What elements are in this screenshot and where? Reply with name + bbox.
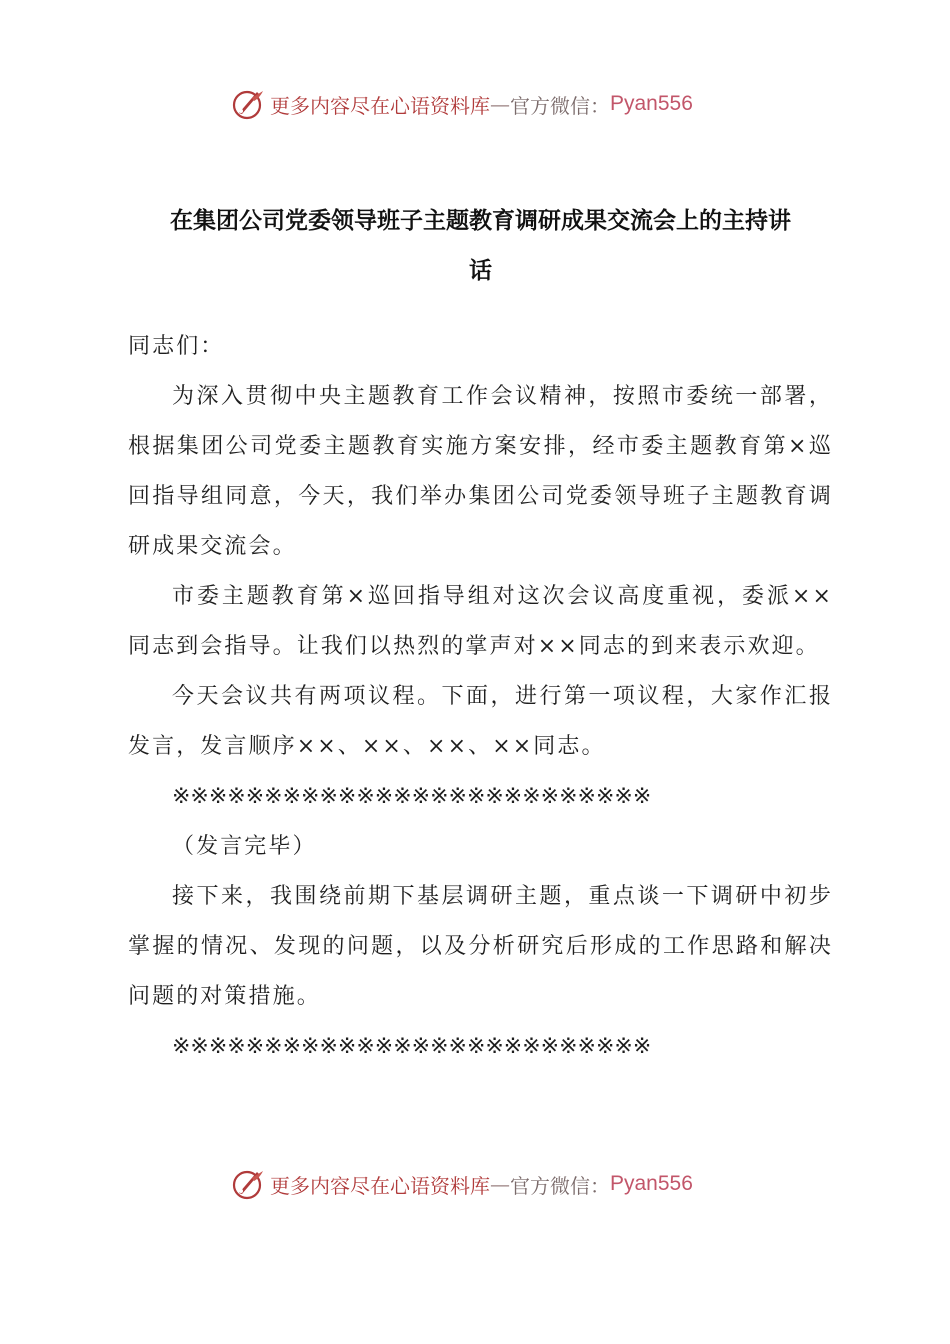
header-banner [0,78,950,128]
banner-wechat-label: 官方微信： [510,1173,610,1198]
banner-wechat-id: Pyan556 [610,1172,693,1195]
salutation: 同志们： [128,334,225,359]
separator-line-2: ※※※※※※※※※※※※※※※※※※※※※※※※※※ [172,1034,652,1059]
banner-dash: — [490,92,510,116]
banner-dash: — [490,1172,510,1196]
paragraph-2: 市委主题教育第×巡回指导组对这次会议高度重视，委派××同志到会指导。让我们以热烈的掌声对××同志的到来表示欢迎。 [128,584,833,659]
paragraph-5: 接下来，我围绕前期下基层调研主题，重点谈一下调研中初步掌握的情况、发现的问题，以及分析研究后形成的工作思路和解决问题的对策措施。 [128,884,833,1009]
title-line-1: 在集团公司党委领导班子主题教育调研成果交流会上的主持讲 [170,208,791,234]
banner-slogan: 更多内容尽在心语资料库 [270,1173,490,1198]
banner-wechat-label: 官方微信： [510,93,610,118]
paragraph-1: 为深入贯彻中央主题教育工作会议精神，按照市委统一部署，根据集团公司党委主题教育实施方案安排，经市委主题教育第×巡回指导组同意，今天，我们举办集团公司党委领导班子主题教育调研成果交流会。 [128,384,833,559]
banner-wechat-id: Pyan556 [610,92,693,115]
title-line-2: 话 [469,258,492,284]
banner-slogan: 更多内容尽在心语资料库 [270,93,490,118]
footer-banner [0,1158,950,1208]
document-title [128,196,833,296]
paragraph-4: （发言完毕） [172,834,317,859]
separator-line-1: ※※※※※※※※※※※※※※※※※※※※※※※※※※ [172,784,652,809]
paragraph-3: 今天会议共有两项议程。下面，进行第一项议程，大家作汇报发言，发言顺序××、××、××、××同志。 [128,684,833,759]
quill-pen-icon [230,86,266,122]
quill-pen-icon [230,1166,266,1202]
document-body [128,322,833,1072]
